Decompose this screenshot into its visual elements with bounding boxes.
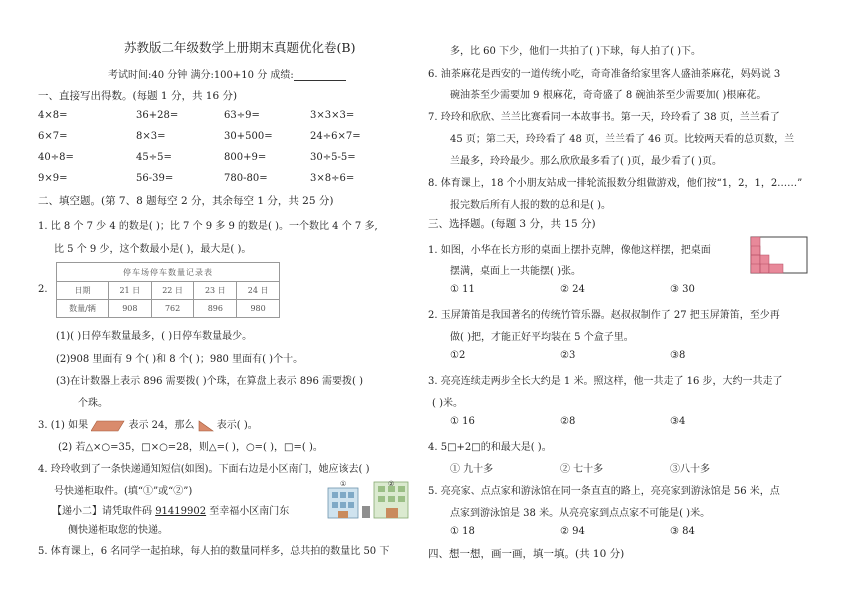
triangle-shape-icon (198, 420, 214, 432)
q4-line-a: 4. 玲玲收到了一条快递通知短信(如图)。下面右边是小区南门，她应该去( ) (38, 464, 370, 475)
q1-line-a: 1. 比 8 个 7 少 4 的数是( )；比 7 个 9 多 9 的数是( )。一个数比 4 个 7 多, (38, 221, 378, 232)
q5-line-b: 多，比 60 下少，他们一共拍了( )下球，每人拍了( )下。 (450, 46, 702, 57)
parking-table-row (57, 300, 280, 318)
q3-1-pre: 3. (1) 如果 (38, 420, 89, 431)
q1-line-b: 比 5 个 9 少，这个数最小是( )，最大是( )。 (54, 244, 252, 255)
table-cell: 日期 (57, 282, 109, 300)
calc-item: 8×3= (136, 131, 166, 142)
calc-item: 780-80= (224, 173, 268, 184)
c2-line-b: 做( )把，才能正好平均装在 5 个盒子里。 (450, 332, 634, 343)
option[interactable]: ①2 (450, 350, 466, 361)
calc-item: 9×9= (38, 173, 68, 184)
q7-line-c: 兰最多，玲玲最少。那么欣欣最多看了( )页，最少看了( )页。 (450, 156, 722, 167)
q4-sms (52, 502, 289, 517)
express-locker-buildings-image (326, 478, 412, 520)
calc-item: 800+9= (224, 152, 267, 163)
table-cell: 980 (237, 300, 280, 318)
q3-1 (38, 416, 258, 432)
calc-item: 6×7= (38, 131, 68, 142)
parallelogram-shape-icon (91, 420, 125, 432)
q4-sms-b: 侧快递柜取您的快递。 (68, 525, 168, 536)
section3-heading: 三、选择题。(每题 3 分，共 15 分) (428, 218, 596, 230)
option[interactable]: ① 九十多 (450, 464, 494, 475)
q4-sms-post: 至幸福小区南门东 (206, 506, 290, 517)
calc-item: 3×8÷6= (310, 173, 355, 184)
option[interactable]: ②8 (560, 416, 576, 427)
q2-1: (1)( )日停车数量最多，( )日停车数量最少。 (56, 331, 253, 342)
parking-table (56, 262, 280, 318)
card-table-diagram (750, 236, 808, 274)
table-cell: 22 日 (151, 282, 194, 300)
q8-line-b: 报完数后所有人报的数的总和是( )。 (450, 200, 611, 211)
option[interactable]: ③8 (670, 350, 686, 361)
option[interactable]: ① 18 (450, 526, 475, 537)
c5-line-a: 5. 亮亮家、点点家和游泳馆在同一条直直的路上，亮亮家到游泳馆是 56 米，点 (428, 486, 780, 497)
q3-1-mid: 表示 24，那么 (128, 420, 195, 431)
parking-table-header-row (57, 282, 280, 300)
q7-line-b: 45 页；第二天，玲玲看了 48 页，兰兰看了 46 页。比较两天看的总页数，兰 (450, 134, 795, 145)
parking-table-caption: 停车场停车数量记录表 (57, 263, 280, 282)
exam-meta-text: 考试时间:40 分钟 满分:100+10 分 成绩: (108, 70, 294, 81)
option[interactable]: ② 24 (560, 284, 585, 295)
calc-item: 30÷5-5= (310, 152, 356, 163)
section1-heading: 一、直接写出得数。(每题 1 分，共 16 分) (38, 90, 238, 102)
q2-3-b: 个珠。 (78, 398, 108, 409)
svg-text:①: ① (340, 480, 347, 488)
option[interactable]: ① 11 (450, 284, 475, 295)
option[interactable]: ② 94 (560, 526, 585, 537)
q6-line-a: 6. 油茶麻花是西安的一道传统小吃，奇奇准备给家里客人盛油茶麻花，妈妈说 3 (428, 69, 781, 80)
c4-line-a: 4. 5□+2□的和最大是( )。 (428, 442, 552, 453)
score-blank (294, 70, 346, 81)
q4-sms-pre: 【递小二】请凭取件码 (52, 506, 156, 517)
table-cell: 762 (151, 300, 194, 318)
svg-text:②: ② (388, 479, 395, 488)
q5-line-a: 5. 体育课上，6 名同学一起拍球，每人拍的数量同样多，总共拍的数量比 50 下 (38, 546, 390, 557)
c3-line-b: ( )米。 (432, 398, 463, 409)
option[interactable]: ① 16 (450, 416, 475, 427)
q3-1-post: 表示( )。 (216, 420, 258, 431)
option[interactable]: ③4 (670, 416, 686, 427)
q2-2: (2)908 里面有 9 个( )和 8 个( )；980 里面有( )个十。 (56, 354, 304, 365)
table-cell: 24 日 (237, 282, 280, 300)
calc-item: 36+28= (136, 110, 179, 121)
calc-item: 4×8= (38, 110, 68, 121)
q4-line-b: 号快递柜取件。(填“①”或“②”) (54, 486, 193, 497)
table-cell: 23 日 (194, 282, 237, 300)
calc-item: 63÷9= (224, 110, 260, 121)
section2-heading: 二、填空题。(第 7、8 题每空 2 分，其余每空 1 分，共 25 分) (38, 195, 334, 207)
q2-3-a: (3)在计数器上表示 896 需要拨( )个珠，在算盘上表示 896 需要拨( ) (56, 376, 364, 387)
section4-heading: 四、想一想，画一画，填一填。(共 10 分) (428, 548, 625, 560)
q8-line-a: 8. 体育课上，18 个小朋友站成一排轮流报数分组做游戏，他们按“1，2，1，2……” (428, 178, 803, 189)
c1-line-b: 摆满，桌面上一共能摆( )张。 (450, 266, 581, 277)
c3-line-a: 3. 亮亮连续走两步全长大约是 1 米。照这样，他一共走了 16 步，大约一共走了 (428, 376, 783, 387)
c1-line-a: 1. 如图，小华在长方形的桌面上摆扑克牌，像他这样摆，把桌面 (428, 245, 711, 256)
option[interactable]: ② 七十多 (560, 464, 604, 475)
q4-sms-code: 91419902 (155, 506, 207, 517)
q3-2: (2) 若△×○=35，□×○=28，则△=( )，○=( )，□=( )。 (58, 442, 323, 453)
table-cell: 896 (194, 300, 237, 318)
table-cell: 数量/辆 (57, 300, 109, 318)
exam-meta (108, 66, 346, 81)
calc-item: 30+500= (224, 131, 273, 142)
table-cell: 908 (108, 300, 151, 318)
calc-item: 45÷5= (136, 152, 172, 163)
option[interactable]: ③八十多 (670, 464, 710, 475)
option[interactable]: ③ 84 (670, 526, 695, 537)
q6-line-b: 碗油茶至少需要加 9 根麻花，奇奇盛了 8 碗油茶至少需要加( )根麻花。 (450, 90, 767, 101)
table-cell: 21 日 (108, 282, 151, 300)
page-title: 苏教版二年级数学上册期末真题优化卷(B) (124, 40, 356, 55)
option[interactable]: ③ 30 (670, 284, 695, 295)
q7-line-a: 7. 玲玲和欣欣、兰兰比赛看同一本故事书。第一天，玲玲看了 38 页，兰兰看了 (428, 112, 780, 123)
calc-item: 3×3×3= (310, 110, 355, 121)
c2-line-a: 2. 玉屏箫笛是我国著名的传统竹管乐器。赵叔叔制作了 27 把玉屏箫笛，至少再 (428, 310, 780, 321)
calc-item: 24÷6×7= (310, 131, 361, 142)
calc-item: 56-39= (136, 173, 174, 184)
q2-number: 2. (38, 284, 48, 295)
calc-item: 40÷8= (38, 152, 74, 163)
c5-line-b: 点家到游泳馆是 38 米。从亮亮家到点点家不可能是( )米。 (450, 508, 711, 519)
option[interactable]: ②3 (560, 350, 576, 361)
